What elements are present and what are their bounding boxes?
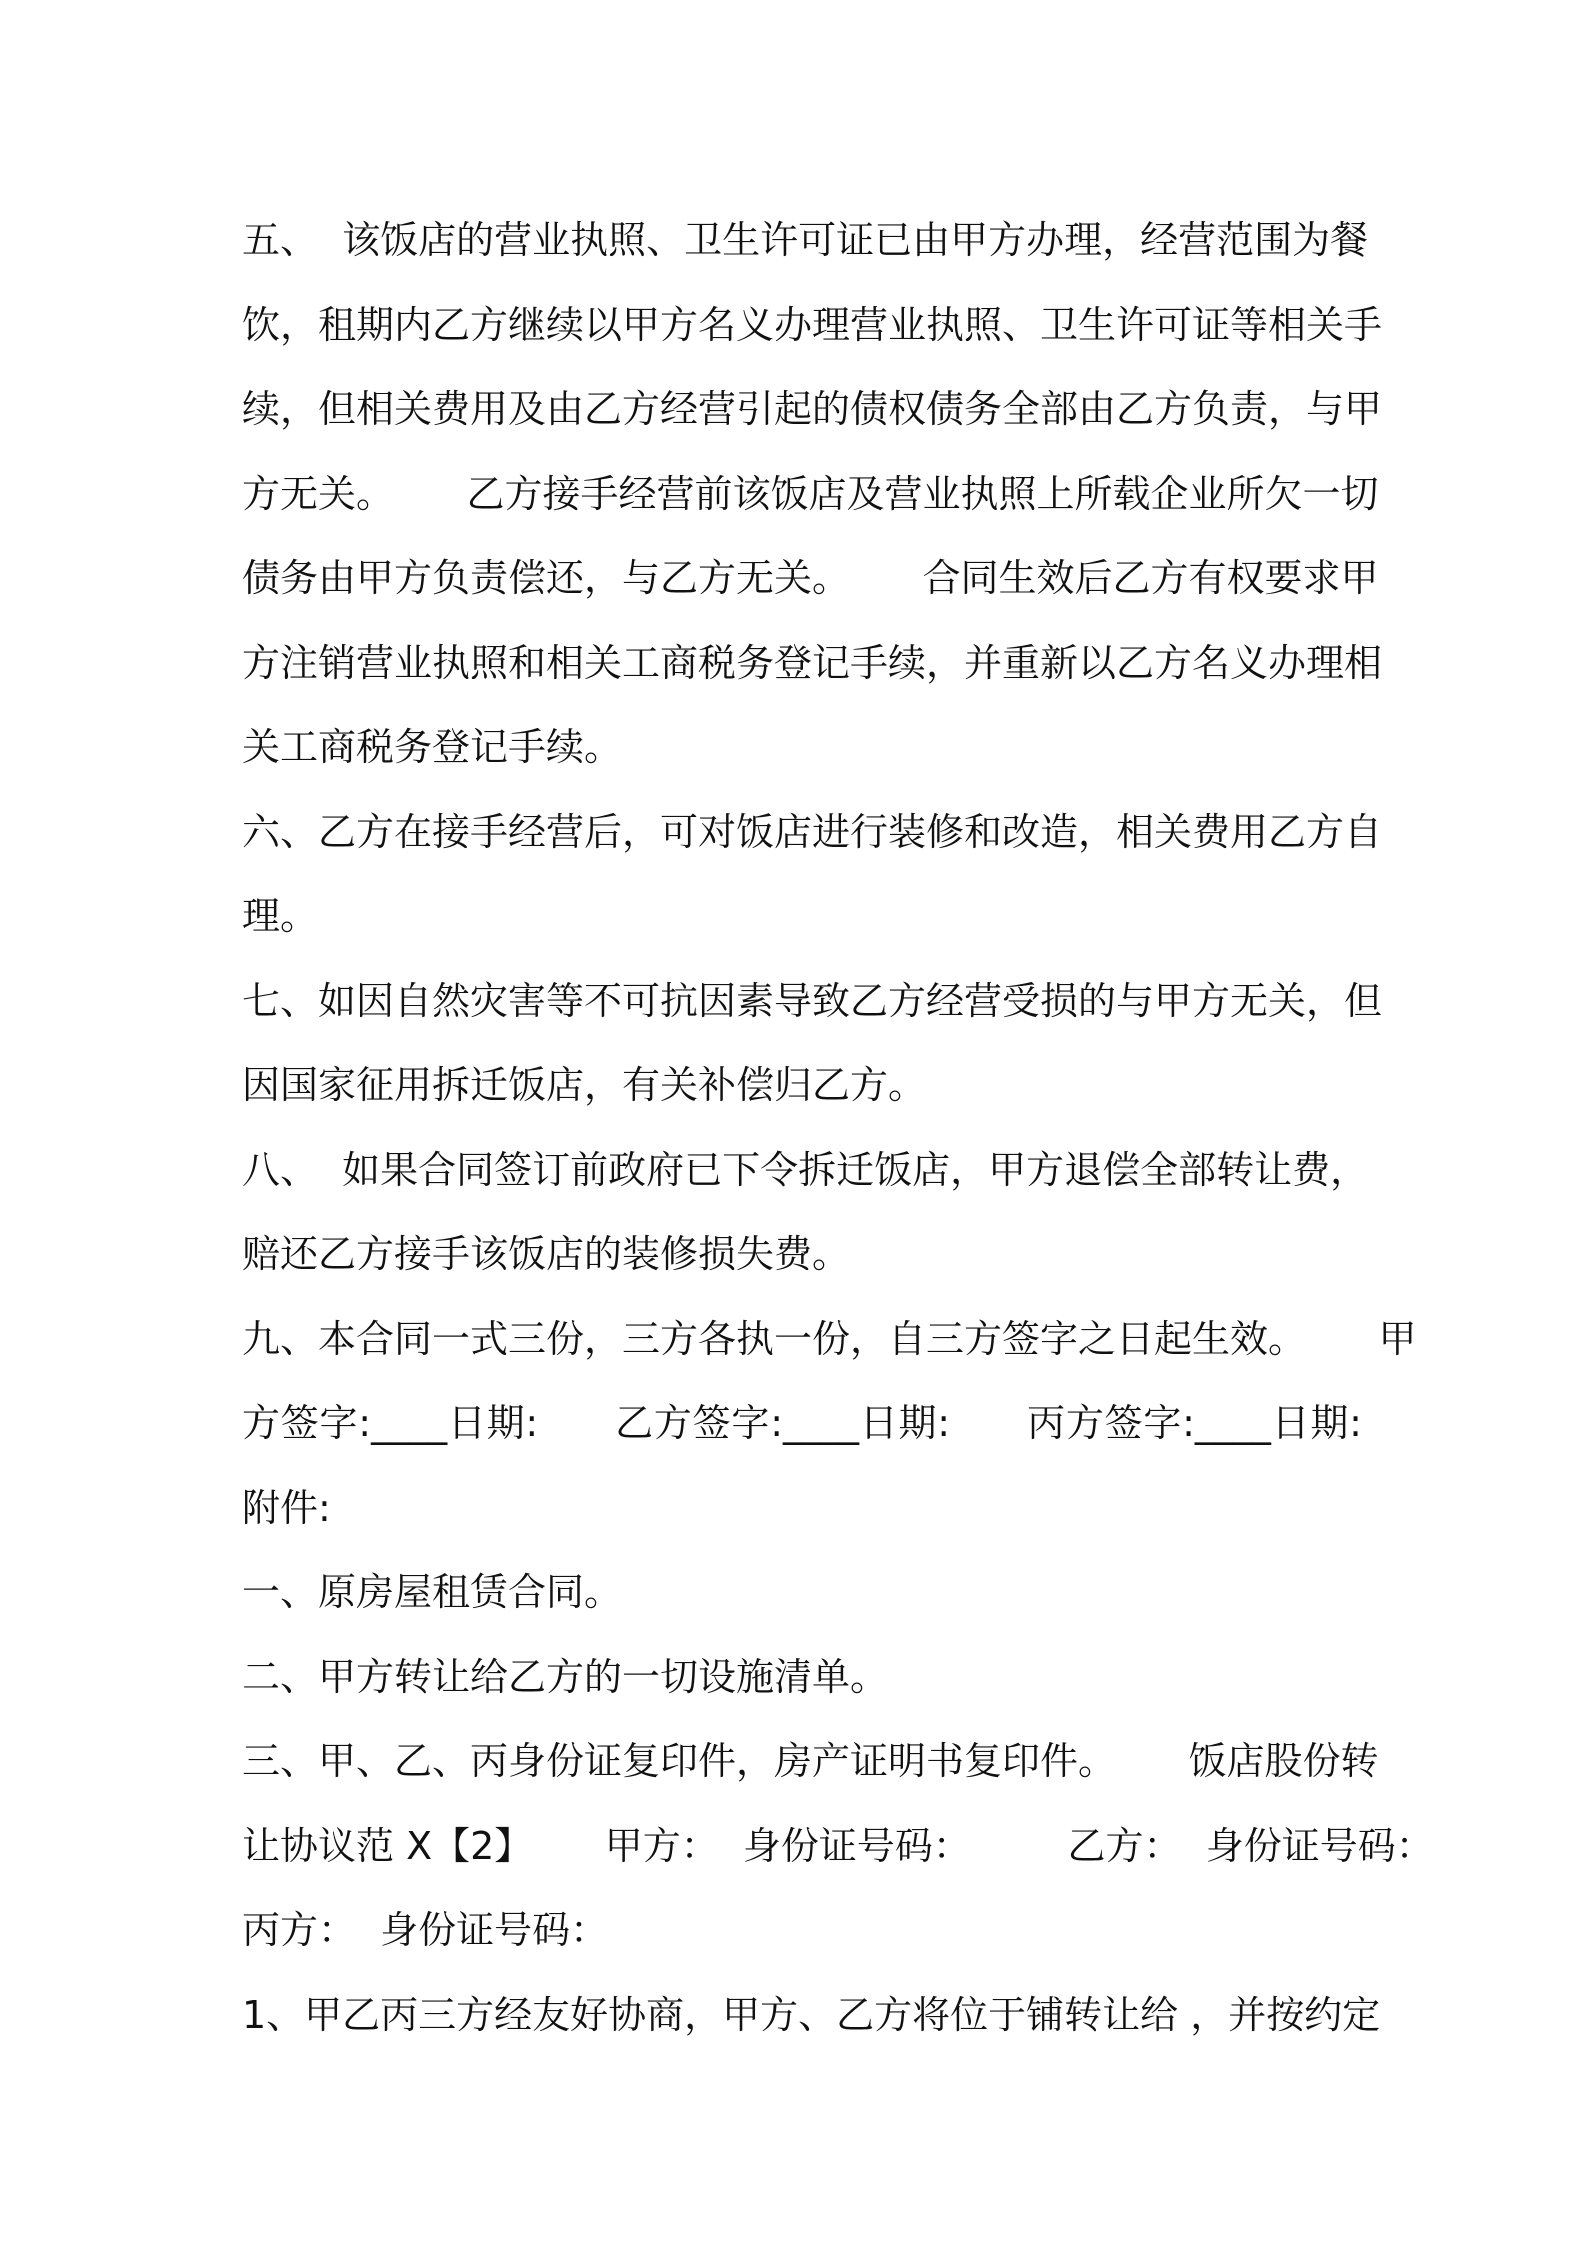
text-line: 六、乙方在接手经营后，可对饭店进行装修和改造，相关费用乙方自 (242, 809, 1383, 854)
text-line: 饮，租期内乙方继续以甲方名义办理营业执照、卫生许可证等相关手 (242, 302, 1383, 347)
text-line: 方无关。 乙方接手经营前该饭店及营业执照上所载企业所欠一切 (242, 471, 1379, 516)
text-line: 七、如因自然灾害等不可抗因素导致乙方经营受损的与甲方无关，但 (242, 978, 1383, 1023)
text-line: 因国家征用拆迁饭店，有关补偿归乙方。 (242, 1063, 927, 1107)
document-body (242, 198, 1434, 2057)
text-line: 方注销营业执照和相关工商税务登记手续，并重新以乙方名义办理相 (242, 640, 1383, 685)
text-line: 三、甲、乙、丙身份证复印件，房产证明书复印件。 饭店股份转 (242, 1739, 1379, 1783)
text-line: 一、原房屋租赁合同。 (242, 1570, 623, 1614)
text-line: 八、 如果合同签订前政府已下令拆迁饭店，甲方退偿全部转让费， (242, 1147, 1369, 1192)
text-line: 附件: (242, 1485, 331, 1530)
text-line: 二、甲方转让给乙方的一切设施清单。 (242, 1654, 889, 1699)
text-line: 赔还乙方接手该饭店的装修损失费。 (242, 1232, 851, 1276)
text-line: 债务由甲方负责偿还，与乙方无关。 合同生效后乙方有权要求甲 (242, 556, 1379, 600)
text-line: 五、 该饭店的营业执照、卫生许可证已由甲方办理，经营范围为餐 (242, 218, 1369, 262)
text-line: 续，但相关费用及由乙方经营引起的债权债务全部由乙方负责，与甲 (242, 387, 1383, 431)
text-line: 让协议范 X【2】 甲方： 身份证号码： 乙方： 身份证号码： (242, 1823, 1434, 1868)
text-line: 方签字:____日期: 乙方签字:____日期: 丙方签字:____日期: (242, 1401, 1362, 1445)
text-line: 九、本合同一式三份，三方各执一份，自三方签字之日起生效。 甲 (242, 1316, 1417, 1361)
text-line: 1、甲乙丙三方经友好协商，甲方、乙方将位于铺转让给 ，并按约定 (242, 1992, 1381, 2037)
text-line: 理。 (242, 894, 319, 938)
text-line: 关工商税务登记手续。 (242, 725, 623, 769)
text-line: 丙方： 身份证号码： (242, 1908, 609, 1952)
